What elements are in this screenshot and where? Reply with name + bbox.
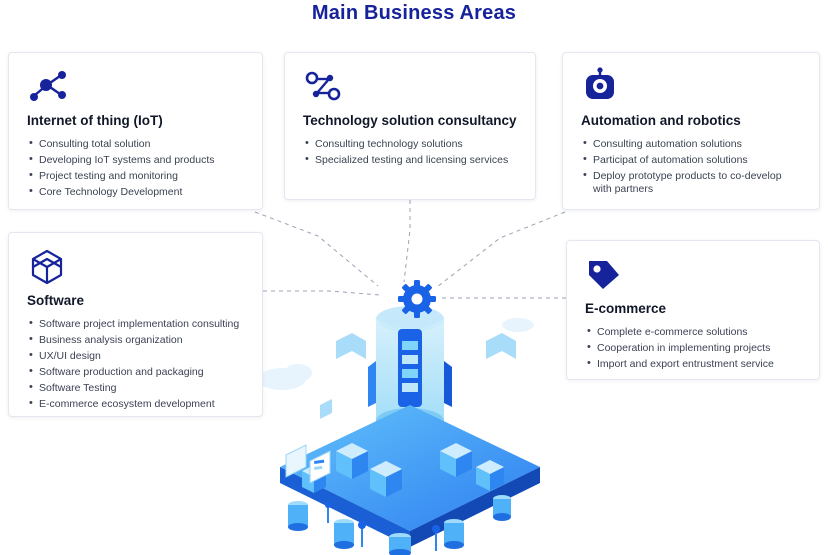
list-item: • Specialized testing and licensing services bbox=[303, 154, 519, 167]
card-technology-solution-consultancy[interactable] bbox=[284, 52, 536, 200]
card-title: Software bbox=[27, 293, 85, 308]
card-bullet-list bbox=[581, 138, 803, 196]
card-iot[interactable] bbox=[8, 52, 263, 210]
list-item: • Software project implementation consulting bbox=[27, 318, 246, 331]
list-item: • UX/UI design bbox=[27, 350, 246, 363]
cube-box-icon bbox=[27, 247, 246, 285]
list-item: • E-commerce ecosystem development bbox=[27, 398, 246, 411]
list-item: • Software production and packaging bbox=[27, 366, 246, 379]
robot-icon bbox=[581, 67, 803, 105]
card-ecommerce[interactable] bbox=[566, 240, 820, 380]
iot-nodes-icon bbox=[27, 67, 246, 105]
card-software[interactable] bbox=[8, 232, 263, 417]
list-item: • Consulting total solution bbox=[27, 138, 246, 151]
list-item: • Cooperation in implementing projects bbox=[585, 342, 803, 355]
list-item: • Core Technology Development bbox=[27, 186, 246, 199]
list-item: • Import and export entrustment service bbox=[585, 358, 803, 371]
price-tag-icon bbox=[585, 255, 803, 293]
card-title: E-commerce bbox=[585, 301, 667, 316]
card-bullet-list bbox=[585, 326, 803, 371]
list-item: • Participat of automation solutions bbox=[581, 154, 803, 167]
card-automation-and-robotics[interactable] bbox=[562, 52, 820, 210]
list-item: • Consulting automation solutions bbox=[581, 138, 803, 151]
card-bullet-list bbox=[27, 138, 246, 199]
list-item: • Complete e-commerce solutions bbox=[585, 326, 803, 339]
card-title: Internet of thing (IoT) bbox=[27, 113, 163, 128]
list-item: • Software Testing bbox=[27, 382, 246, 395]
card-title: Automation and robotics bbox=[581, 113, 741, 128]
page-title: Main Business Areas bbox=[311, 2, 517, 24]
list-item: • Project testing and monitoring bbox=[27, 170, 246, 183]
card-bullet-list bbox=[27, 318, 246, 411]
list-item: • Deploy prototype products to co-develop with partners bbox=[581, 170, 803, 196]
list-item: • Business analysis organization bbox=[27, 334, 246, 347]
technology-network-icon bbox=[303, 67, 519, 105]
list-item: • Developing IoT systems and products bbox=[27, 154, 246, 167]
gear-hub-icon bbox=[396, 278, 438, 320]
card-title: Technology solution consultancy bbox=[303, 113, 517, 128]
card-bullet-list bbox=[303, 138, 519, 167]
list-item: • Consulting technology solutions bbox=[303, 138, 519, 151]
